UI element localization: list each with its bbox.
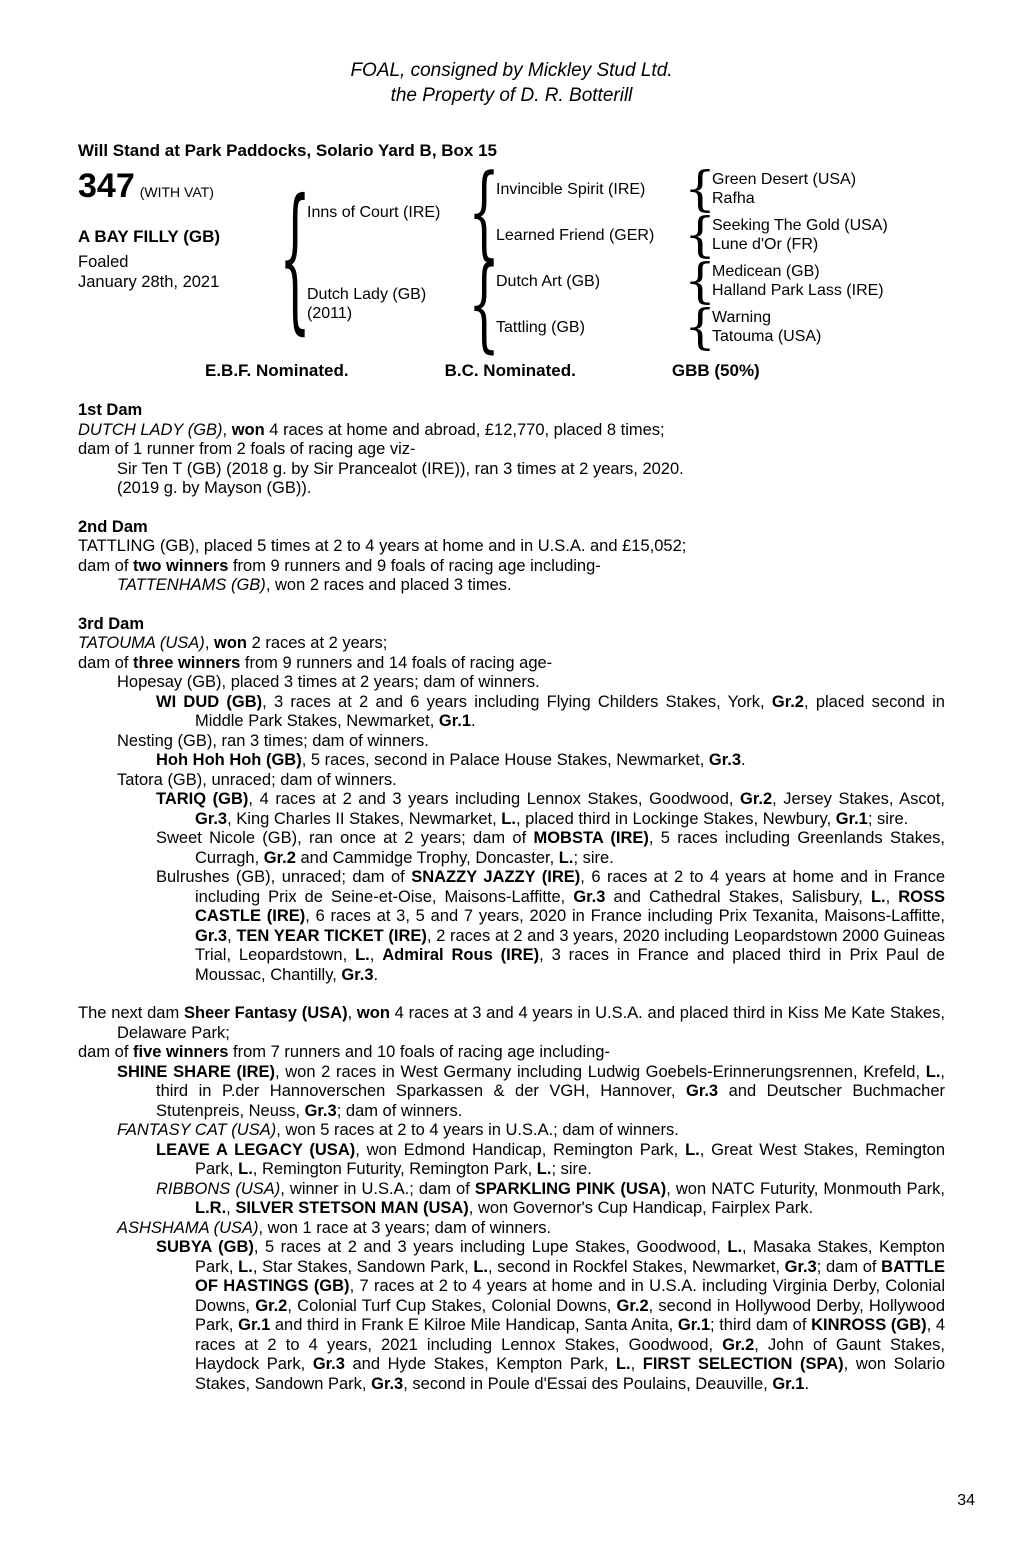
text-segment: TEN YEAR TICKET (IRE) xyxy=(236,926,427,945)
text-segment: , 5 races including Greenlands Stakes, Curragh, xyxy=(195,829,945,867)
text-segment: , 5 races, second in Palace House Stakes, Newmarket, xyxy=(301,751,709,769)
text-segment: , 7 races at 2 to 4 years at home and in U.S.A. including Virginia Derby, Colonial Downs, xyxy=(195,1277,945,1315)
text-segment: 2 races at 2 years; xyxy=(246,634,388,652)
text-segment: and third in Frank E Kilroe Mile Handicap, Santa Anita, xyxy=(270,1316,678,1334)
text-segment: ; sire. xyxy=(551,1160,592,1178)
text-segment: , 4 races at 2 and 3 years including Lennox Stakes, Goodwood, xyxy=(248,790,741,808)
text-segment: BATTLE OF HASTINGS (GB) xyxy=(195,1257,946,1295)
pedigree-paragraph xyxy=(78,829,945,868)
gen3-name: Seeking The Gold (USA) xyxy=(712,217,888,234)
text-segment: from 7 runners and 10 foals of racing age including- xyxy=(228,1043,610,1061)
gen3-name: Halland Park Lass (IRE) xyxy=(712,282,884,299)
text-segment: , won NATC Futurity, Monmouth Park, xyxy=(666,1179,945,1198)
text-segment: L. xyxy=(473,1257,488,1276)
text-segment: , won 5 races at 2 to 4 years in U.S.A.; dam of winners. xyxy=(276,1121,679,1139)
text-segment: dam of xyxy=(78,556,134,575)
text-segment: L. xyxy=(238,1160,253,1178)
pedigree-paragraph xyxy=(78,440,945,460)
dam-name-line: Dutch Lady (GB) xyxy=(307,286,427,303)
text-segment: TARIQ (GB) xyxy=(156,790,249,808)
text-segment: , 3 races in France and placed third in Prix Paul de Moussac, Chantilly, xyxy=(195,946,945,984)
text-segment: Gr.3 xyxy=(371,1374,404,1393)
text-segment: Gr.2 xyxy=(740,790,773,808)
foaled-label: Foaled xyxy=(78,253,129,271)
bc-nomination: B.C. Nominated. xyxy=(444,361,576,380)
text-segment: Gr.1 xyxy=(677,1316,711,1334)
text-segment: , placed second in Middle Park Stakes, Newmarket, xyxy=(195,692,945,730)
foaled-date: January 28th, 2021 xyxy=(78,273,220,291)
text-segment: Gr.3 xyxy=(341,965,374,984)
text-segment: , xyxy=(347,1004,357,1022)
text-segment: won xyxy=(356,1004,390,1022)
text-segment: L. xyxy=(925,1062,941,1081)
text-segment: Gr.2 xyxy=(255,1296,288,1315)
dam-sire-brace xyxy=(688,262,712,300)
text-segment: ; sire. xyxy=(573,848,614,867)
text-segment: , xyxy=(226,1199,236,1217)
stand-location: Will Stand at Park Paddocks, Solario Yard B, Box 15 xyxy=(78,141,498,160)
text-segment: , 5 races at 2 and 3 years including Lupe Stakes, Goodwood, xyxy=(253,1238,728,1256)
text-segment: Sheer Fantasy (USA) xyxy=(184,1004,348,1022)
text-segment: Admiral Rous (IRE) xyxy=(382,946,540,964)
pedigree-paragraph xyxy=(78,771,945,791)
text-segment: , won Solario Stakes, Sandown Park, xyxy=(195,1355,946,1393)
text-segment: and Cammidge Trophy, Doncaster, xyxy=(295,848,559,867)
text-segment: , xyxy=(222,420,232,439)
pedigree-paragraph xyxy=(78,576,945,596)
text-segment: , xyxy=(885,887,899,906)
text-segment: Nesting (GB), ran 3 times; dam of winners. xyxy=(117,731,429,750)
dam-section-heading: 3rd Dam xyxy=(78,614,145,633)
pedigree-paragraph xyxy=(78,557,945,577)
sire-sire-brace xyxy=(688,170,712,208)
pedigree-sections xyxy=(78,401,945,1394)
text-segment: Sweet Nicole (GB), ran once at 2 years; dam of xyxy=(156,829,534,847)
gbb-badge: GBB (50%) xyxy=(671,361,760,380)
text-segment: , second in Poule d'Essai des Poulains, Deauville, xyxy=(403,1374,773,1393)
pedigree-paragraph xyxy=(78,1063,945,1122)
pedigree-paragraph xyxy=(78,732,945,752)
text-segment: Bulrushes (GB), unraced; dam of xyxy=(156,868,412,886)
text-segment: Gr.1 xyxy=(238,1316,271,1334)
text-segment: KINROSS (GB) xyxy=(811,1316,927,1334)
text-segment: 4 races at home and abroad, £12,770, placed 8 times; xyxy=(264,420,665,439)
sire-name: Inns of Court (IRE) xyxy=(307,203,441,221)
pedigree-paragraph xyxy=(78,868,945,985)
pedigree-paragraph xyxy=(78,693,945,732)
pedigree-paragraph xyxy=(78,421,945,441)
text-segment: . xyxy=(373,965,379,984)
text-segment: SHINE SHARE (IRE) xyxy=(117,1062,275,1081)
pedigree-paragraph xyxy=(78,673,945,693)
text-segment: TATOUMA (USA) xyxy=(78,634,205,652)
text-segment: ; third dam of xyxy=(710,1316,812,1334)
pedigree-paragraph xyxy=(78,1238,945,1394)
sire-dam-name: Learned Friend (GER) xyxy=(496,226,655,244)
text-segment: Gr.3 xyxy=(573,887,606,906)
gen3-name: Warning xyxy=(712,309,771,326)
text-segment: Gr.2 xyxy=(263,848,296,867)
dam-dam-name: Tattling (GB) xyxy=(496,318,585,336)
text-segment: Gr.3 xyxy=(304,1101,337,1120)
vat-note: (WITH VAT) xyxy=(139,184,214,200)
text-segment: dam of 1 runner from 2 foals of racing age viz- xyxy=(78,440,416,458)
text-segment: , placed third in Lockinge Stakes, Newbury, xyxy=(515,809,836,828)
text-segment: dam of xyxy=(78,653,134,672)
text-segment: , Colonial Turf Cup Stakes, Colonial Downs, xyxy=(287,1296,617,1315)
text-segment: TATTLING (GB), placed 5 times at 2 to 4 years at home and in U.S.A. and £15,052; xyxy=(78,537,687,555)
text-segment: Hopesay (GB), placed 3 times at 2 years; dam of winners. xyxy=(117,673,540,691)
sire-dam-brace xyxy=(688,216,712,254)
text-segment: , 6 races at 3, 5 and 7 years, 2020 in France including Prix Texanita, Maisons-Laffitte, xyxy=(305,907,945,925)
text-segment: dam of xyxy=(78,1043,134,1061)
lot-number: 347 xyxy=(78,167,135,205)
dam-section xyxy=(78,401,945,499)
text-segment: , King Charles II Stakes, Newmarket, xyxy=(227,809,502,828)
text-segment: L. xyxy=(870,887,886,906)
text-segment: Gr.3 xyxy=(784,1257,817,1276)
text-segment: FIRST SELECTION (SPA) xyxy=(642,1355,844,1373)
text-segment: , third in P.der Hannoverschen Sparkassen & der VGH, Hannover, xyxy=(156,1062,945,1100)
gen3-name: Green Desert (USA) xyxy=(712,171,857,188)
text-segment: and Cathedral Stakes, Salisbury, xyxy=(605,887,871,906)
text-segment: , xyxy=(227,926,237,945)
text-segment: Gr.2 xyxy=(616,1296,649,1315)
consignor-line-1: FOAL, consigned by Mickley Stud Ltd. xyxy=(350,60,673,81)
text-segment: from 9 runners and 9 foals of racing age including- xyxy=(228,556,601,575)
text-segment: ; sire. xyxy=(867,809,909,828)
pedigree-paragraph xyxy=(78,790,945,829)
text-segment: TATTENHAMS (GB) xyxy=(117,576,266,594)
text-segment: L. xyxy=(536,1160,552,1178)
pedigree-paragraph xyxy=(78,1121,945,1141)
pedigree-table xyxy=(78,167,945,346)
text-segment: LEAVE A LEGACY (USA) xyxy=(156,1140,356,1159)
gen3-name: Lune d'Or (FR) xyxy=(712,236,819,253)
text-segment: . xyxy=(741,751,746,769)
text-segment: RIBBONS (USA) xyxy=(156,1179,281,1198)
text-segment: Gr.3 xyxy=(708,751,742,769)
text-segment: L. xyxy=(355,946,370,964)
text-segment: , winner in U.S.A.; dam of xyxy=(280,1179,475,1198)
text-segment: , Jersey Stakes, Ascot, xyxy=(772,790,945,808)
text-segment: L. xyxy=(238,1257,253,1276)
text-segment: , 2 races at 2 and 3 years, 2020 including Leopardstown 2000 Guineas Trial, Leopardstown, xyxy=(195,926,945,964)
text-segment: Gr.3 xyxy=(195,809,228,828)
text-segment: The next dam xyxy=(78,1004,184,1022)
dam-section xyxy=(78,615,945,986)
gen3-name: Medicean (GB) xyxy=(712,263,820,280)
text-segment: , 6 races at 2 to 4 years at home and in France including Prix de Seine-et-Oise, Maisons-Laffitte, xyxy=(195,868,945,906)
text-segment: ; dam of winners. xyxy=(336,1101,463,1120)
text-segment: ROSS CASTLE (IRE) xyxy=(195,887,945,925)
sire-brace xyxy=(472,170,496,254)
text-segment: (2019 g. by Mayson (GB)). xyxy=(117,479,312,497)
pedigree-paragraph xyxy=(78,751,945,771)
text-segment: , won 2 races and placed 3 times. xyxy=(265,576,512,594)
pedigree-paragraph xyxy=(78,537,945,557)
dam-section xyxy=(78,518,945,596)
nominations-row xyxy=(78,360,945,382)
text-segment: Sir Ten T (GB) (2018 g. by Sir Prancealot (IRE)), ran 3 times at 2 years, 2020. xyxy=(117,459,684,478)
pedigree-paragraph xyxy=(78,1043,945,1063)
dam-section-heading: 1st Dam xyxy=(78,401,143,419)
pedigree-paragraph xyxy=(78,654,945,674)
text-segment: five winners xyxy=(133,1043,229,1061)
text-segment: Gr.1 xyxy=(772,1374,805,1393)
ebf-nomination: E.B.F. Nominated. xyxy=(205,361,349,380)
dam-name xyxy=(307,262,472,346)
text-segment: , won 2 races in West Germany including Ludwig Goebels-Erinnerungsrennen, Krefeld, xyxy=(275,1062,926,1081)
text-segment: won xyxy=(213,634,247,652)
text-segment: and Deutscher Buchmacher Stutenpreis, Neuss, xyxy=(156,1082,945,1120)
lot-subject xyxy=(78,167,283,346)
text-segment: . xyxy=(471,712,476,730)
dam-brace xyxy=(472,262,496,346)
text-segment: , second in Hollywood Derby, Hollywood Park, xyxy=(195,1296,945,1334)
gen3-name: Tatouma (USA) xyxy=(712,328,822,345)
text-segment: WI DUD (GB) xyxy=(156,692,263,711)
dam-year: (2011) xyxy=(307,305,353,322)
text-segment: Gr.3 xyxy=(195,926,228,945)
pedigree-paragraph xyxy=(78,1141,945,1180)
text-segment: Gr.3 xyxy=(685,1082,719,1100)
text-segment: L. xyxy=(615,1355,631,1373)
text-segment: . xyxy=(804,1374,810,1393)
text-segment: FANTASY CAT (USA) xyxy=(117,1121,277,1139)
text-segment: MOBSTA (IRE) xyxy=(533,829,649,847)
pedigree-paragraph xyxy=(78,1180,945,1219)
dam-sire-name: Dutch Art (GB) xyxy=(496,272,601,290)
text-segment: , xyxy=(630,1355,643,1373)
text-segment: L.R. xyxy=(195,1199,227,1217)
pedigree-paragraph xyxy=(78,1004,945,1043)
pedigree-paragraph xyxy=(78,460,945,480)
text-segment: SILVER STETSON MAN (USA) xyxy=(235,1199,469,1217)
lot-line xyxy=(78,168,283,210)
text-segment: Gr.1 xyxy=(438,712,472,730)
text-segment: won xyxy=(231,420,265,439)
text-segment: , Masaka Stakes, Kempton Park, xyxy=(195,1238,945,1276)
text-segment: 4 races at 3 and 4 years in U.S.A. and placed third in Kiss Me Kate Stakes, Delaware Park; xyxy=(117,1004,945,1042)
text-segment: Gr.2 xyxy=(771,692,804,711)
text-segment: , 3 races at 2 and 6 years including Flying Childers Stakes, York, xyxy=(262,692,772,711)
text-segment: Tatora (GB), unraced; dam of winners. xyxy=(117,770,397,789)
dam-dam-brace xyxy=(688,308,712,346)
subject-brace xyxy=(283,170,307,346)
horse-description: A BAY FILLY (GB) xyxy=(78,227,221,246)
dam-section xyxy=(78,1004,945,1394)
text-segment: , 4 races at 2 to 4 years, 2021 including Lennox Stakes, Goodwood, xyxy=(195,1316,945,1354)
text-segment: , won Edmond Handicap, Remington Park, xyxy=(355,1140,686,1159)
text-segment: SUBYA (GB) xyxy=(156,1238,254,1256)
gen3-name: Rafha xyxy=(712,190,755,207)
text-segment: DUTCH LADY (GB) xyxy=(78,420,223,439)
pedigree-paragraph xyxy=(78,479,945,499)
text-segment: , won 1 race at 3 years; dam of winners. xyxy=(258,1218,552,1237)
consignor-line-2: the Property of D. R. Botterill xyxy=(390,85,633,106)
text-segment: ; dam of xyxy=(816,1257,882,1276)
page-number: 34 xyxy=(957,1492,975,1509)
text-segment: L. xyxy=(727,1238,743,1256)
text-segment: , Star Stakes, Sandown Park, xyxy=(252,1257,474,1276)
text-segment: from 9 runners and 14 foals of racing age- xyxy=(240,653,553,672)
text-segment: ASHSHAMA (USA) xyxy=(117,1218,259,1237)
text-segment: three winners xyxy=(133,653,241,672)
text-segment: two winners xyxy=(133,556,229,575)
text-segment: , John of Gaunt Stakes, Haydock Park, xyxy=(195,1335,945,1373)
text-segment: Gr.3 xyxy=(312,1355,345,1373)
text-segment: , Remington Futurity, Remington Park, xyxy=(252,1160,537,1178)
text-segment: and Hyde Stakes, Kempton Park, xyxy=(344,1355,616,1373)
pedigree-paragraph xyxy=(78,1219,945,1239)
text-segment: L. xyxy=(685,1140,700,1159)
text-segment: , won Governor's Cup Handicap, Fairplex Park. xyxy=(468,1199,814,1217)
text-segment: , Great West Stakes, Remington Park, xyxy=(195,1140,946,1178)
text-segment: SPARKLING PINK (USA) xyxy=(474,1179,667,1198)
sire-sire-name: Invincible Spirit (IRE) xyxy=(496,180,646,198)
pedigree-paragraph xyxy=(78,634,945,654)
text-segment: Gr.2 xyxy=(722,1335,755,1354)
text-segment: , xyxy=(204,634,214,652)
text-segment: Gr.1 xyxy=(835,809,868,828)
dam-section-heading: 2nd Dam xyxy=(78,517,148,536)
text-segment: L. xyxy=(558,848,574,867)
text-segment: Hoh Hoh Hoh (GB) xyxy=(156,751,302,769)
consignor-block xyxy=(78,58,945,108)
text-segment: , second in Rockfel Stakes, Newmarket, xyxy=(487,1257,785,1276)
text-segment: L. xyxy=(501,809,516,828)
text-segment: , xyxy=(369,946,383,964)
text-segment: SNAZZY JAZZY (IRE) xyxy=(411,868,581,886)
